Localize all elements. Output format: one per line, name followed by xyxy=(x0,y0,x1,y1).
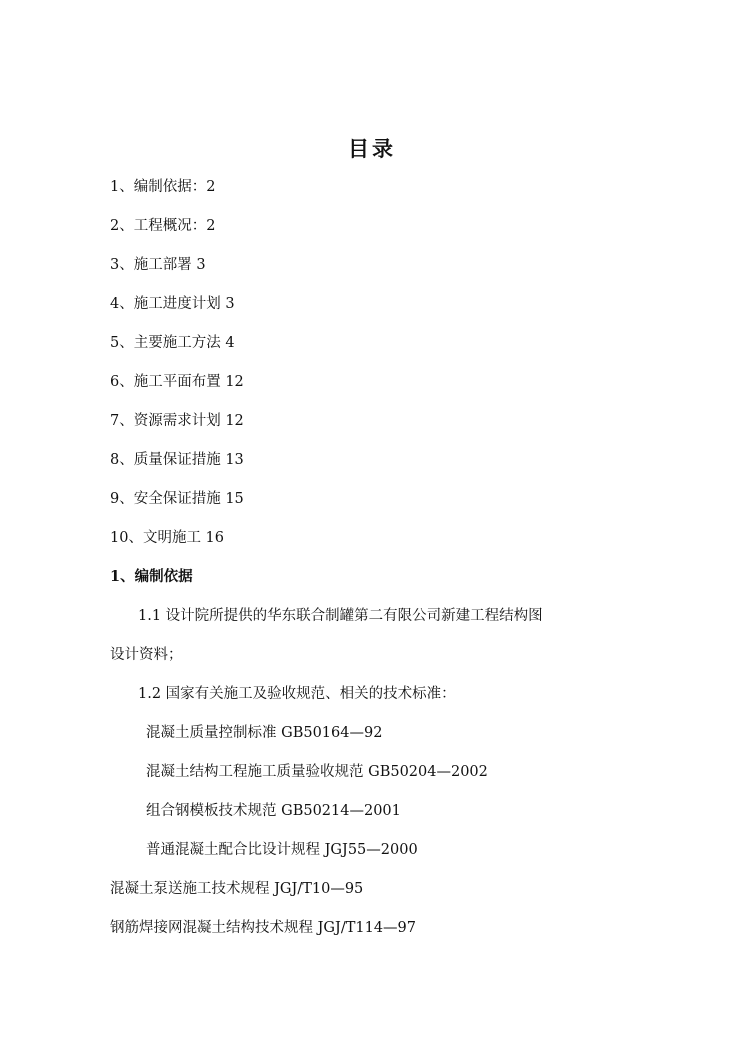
toc-item: 3、施工部署 3 xyxy=(110,257,206,273)
paragraph-1-1-line2: 设计资料； xyxy=(110,647,183,663)
standard-item: 钢筋焊接网混凝土结构技术规程 JGJ/T114—97 xyxy=(110,920,416,936)
toc-item: 2、工程概况：2 xyxy=(110,218,216,234)
standard-item: 组合钢模板技术规范 GB50214—2001 xyxy=(146,803,401,819)
standard-item: 混凝土质量控制标准 GB50164—92 xyxy=(146,725,383,741)
toc-item: 5、主要施工方法 4 xyxy=(110,335,235,351)
toc-item: 4、施工进度计划 3 xyxy=(110,296,235,312)
toc-item: 9、安全保证措施 15 xyxy=(110,491,244,507)
section-heading: 1、编制依据 xyxy=(110,568,193,585)
toc-item: 8、质量保证措施 13 xyxy=(110,452,244,468)
standard-item: 混凝土泵送施工技术规程 JGJ/T10—95 xyxy=(110,881,364,897)
standard-item: 普通混凝土配合比设计规程 JGJ55—2000 xyxy=(146,842,418,858)
paragraph-1-2: 1.2 国家有关施工及验收规范、相关的技术标准： xyxy=(138,686,456,702)
page-title: 目录 xyxy=(348,136,396,161)
toc-item: 10、文明施工 16 xyxy=(110,530,225,546)
toc-item: 7、资源需求计划 12 xyxy=(110,413,244,429)
toc-item: 1、编制依据：2 xyxy=(110,179,216,195)
toc-item: 6、施工平面布置 12 xyxy=(110,374,244,390)
paragraph-1-1-line1: 1.1 设计院所提供的华东联合制罐第二有限公司新建工程结构图 xyxy=(138,608,543,624)
standard-item: 混凝土结构工程施工质量验收规范 GB50204—2002 xyxy=(146,764,488,780)
